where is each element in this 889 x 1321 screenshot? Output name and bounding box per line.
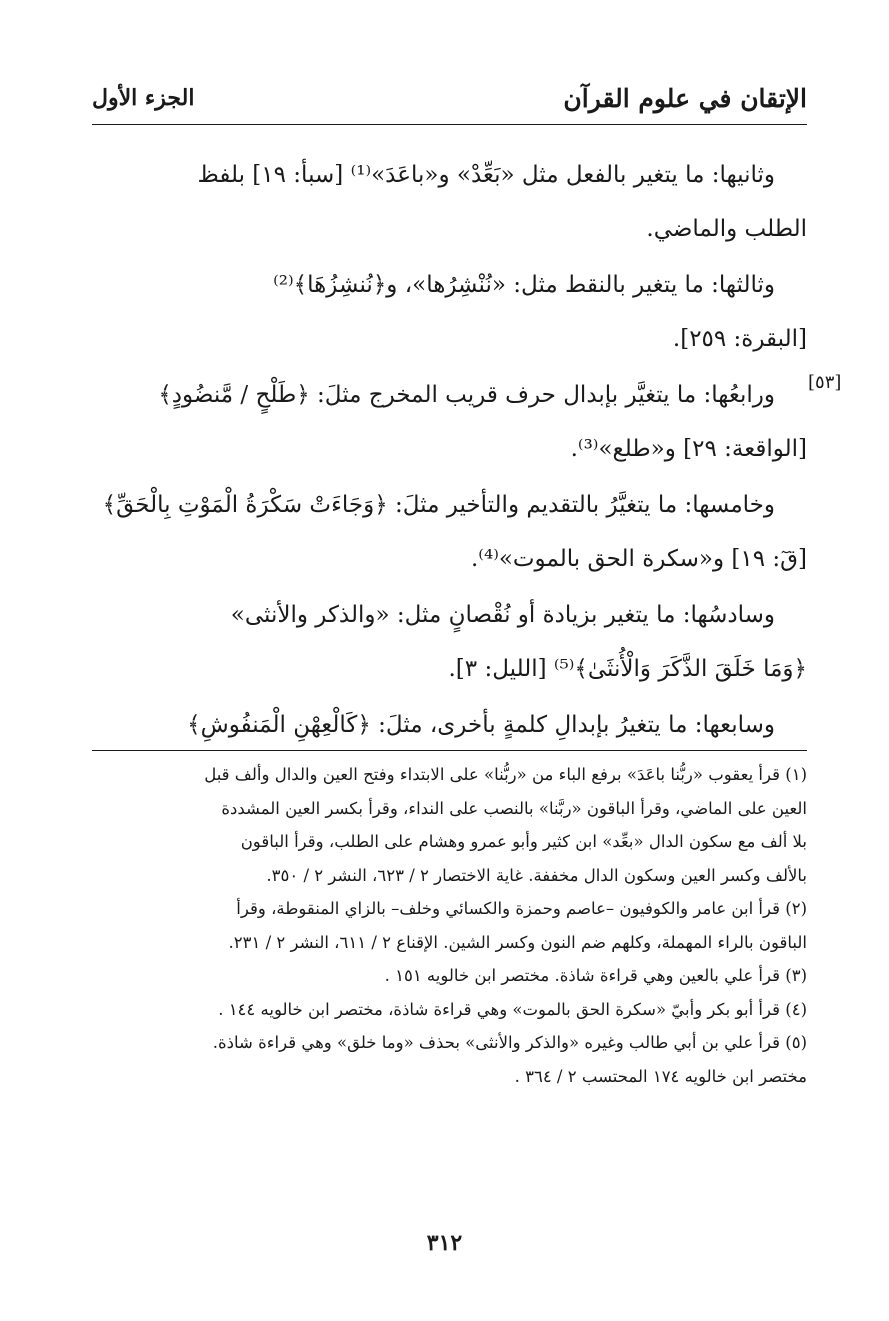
text-line: وسادسُها: ما يتغير بزيادة أو نُقْصانٍ مثل: «والذكر والأنثى» <box>230 602 775 628</box>
paragraph-seventh <box>100 698 807 752</box>
footnote-divider <box>92 750 807 751</box>
footnote-line: العين على الماضي، وقرأ الباقون «ربَّنا» بالنصب على النداء، وقرأ بكسر العين المشددة <box>221 798 807 818</box>
paragraph-fifth <box>100 478 807 586</box>
book-title: الإتقان في علوم القرآن <box>563 83 807 113</box>
footnote-line: (٥) قرأ علي بن أبي طالب وغيره «والذكر والأنثى» بحذف «وما خلق» وهي قراءة شاذة. <box>212 1033 807 1052</box>
text-line: وخامسها: ما يتغيَّرُ بالتقديم والتأخير مثلَ: ﴿وَجَاءَتْ سَكْرَةُ الْمَوْتِ بِالْحَقِّ﴾ <box>102 492 775 518</box>
page-number: ٣١٢ <box>426 1230 463 1256</box>
paragraph-third <box>100 258 807 366</box>
footnote-4 <box>92 993 807 1027</box>
text-line: وثالثها: ما يتغير بالنقط مثل: «نُنْشِرُها»، و﴿نُنشِزُهَا﴾⁽²⁾ <box>273 272 775 298</box>
volume-label: الجزء الأول <box>92 85 195 111</box>
paragraph-second <box>100 148 807 256</box>
footnote-line: (٢) قرأ ابن عامر والكوفيون –عاصم وحمزة والكسائي وخلف– بالزاي المنقوطة، وقرأ <box>236 899 807 918</box>
footnote-3 <box>92 959 807 993</box>
footnote-5 <box>92 1026 807 1093</box>
footnote-line: بلا ألف مع سكون الدال «بعِّد» ابن كثير وأبو عمرو وهشام على الطلب، وقرأ الباقون <box>240 832 807 851</box>
main-text <box>100 148 807 754</box>
footnote-line: (١) قرأ يعقوب «ربُّنا باعَدَ» برفع الباء من «ربُّنا» على الابتداء وفتح العين والدال وألف قبل <box>204 765 807 784</box>
text-line: ورابعُها: ما يتغيَّر بإبدال حرف قريب المخرج مثلَ: ﴿طَلْحٍ / مَّنضُودٍ﴾ <box>158 382 775 408</box>
text-line: [البقرة: ٢٥٩]. <box>672 326 807 352</box>
paragraph-sixth <box>100 588 807 696</box>
header-divider <box>92 124 807 125</box>
text-line: [قٓ: ١٩] و«سكرة الحق بالموت»⁽⁴⁾. <box>470 546 807 572</box>
margin-reference-number: [٥٣] <box>808 372 842 393</box>
footnote-1 <box>92 758 807 892</box>
text-line: وسابعها: ما يتغيرُ بإبدالِ كلمةٍ بأخرى، مثلَ: ﴿كَالْعِهْنِ الْمَنفُوشِ﴾ <box>187 712 775 738</box>
text-line: الطلب والماضي. <box>646 216 807 242</box>
footnote-2 <box>92 892 807 959</box>
footnotes <box>92 758 807 1093</box>
footnote-line: مختصر ابن خالويه ١٧٤ المحتسب ٢ / ٣٦٤ . <box>514 1066 807 1086</box>
text-line: ﴿وَمَا خَلَقَ الذَّكَرَ وَالْأُنثَىٰ﴾⁽⁵⁾ [الليل: ٣]. <box>448 656 807 682</box>
footnote-line: (٤) قرأ أبو بكر وأبيّ «سكرة الحق بالموت» وهي قراءة شاذة، مختصر ابن خالويه ١٤٤ . <box>218 999 807 1019</box>
running-header <box>92 78 807 118</box>
footnote-line: (٣) قرأ علي بالعين وهي قراءة شاذة. مختصر ابن خالويه ١٥١ . <box>384 966 807 985</box>
text-line: [الواقعة: ٢٩] و«طلع»⁽³⁾. <box>570 436 807 462</box>
footnote-line: بالألف وكسر العين وسكون الدال مخففة. غاية الاختصار ٢ / ٦٢٣، النشر ٢ / ٣٥٠. <box>266 865 807 885</box>
text-line: وثانيها: ما يتغير بالفعل مثل «بَعِّدْ» و«باعَدَ»⁽¹⁾ [سبأ: ١٩] بلفظ <box>197 162 775 188</box>
footnote-line: الباقون بالراء المهملة، وكلهم ضم النون وكسر الشين. الإقناع ٢ / ٦١١، النشر ٢ / ٢٣١. <box>228 932 807 952</box>
paragraph-fourth <box>100 368 807 476</box>
